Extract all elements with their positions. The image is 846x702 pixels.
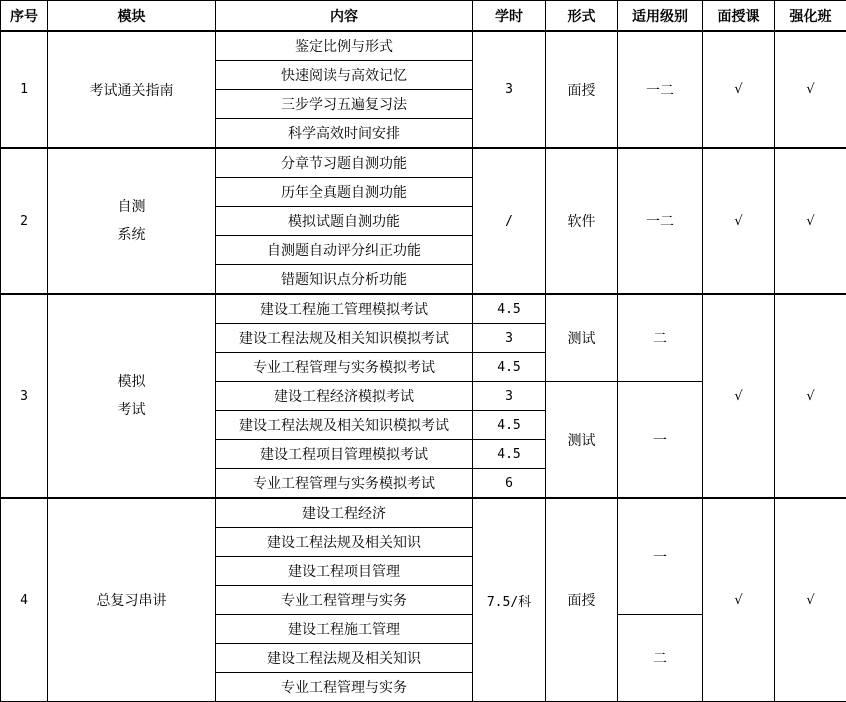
face-class-check: √ <box>703 148 775 294</box>
content-cell: 建设工程法规及相关知识 <box>216 528 473 557</box>
header-no: 序号 <box>1 1 48 32</box>
form-cell: 测试 <box>546 382 618 499</box>
intensive-class-check: √ <box>775 498 846 702</box>
content-cell: 快速阅读与高效记忆 <box>216 61 473 90</box>
level-cell: 二 <box>618 615 703 702</box>
header-hours: 学时 <box>473 1 546 32</box>
face-class-check: √ <box>703 294 775 498</box>
level-cell: 二 <box>618 294 703 382</box>
hours-cell: 4.5 <box>473 440 546 469</box>
header-intensive-class: 强化班 <box>775 1 846 32</box>
level-cell: 一 <box>618 498 703 615</box>
table-row <box>1 31 846 61</box>
intensive-class-check: √ <box>775 294 846 498</box>
content-cell: 错题知识点分析功能 <box>216 265 473 295</box>
level-cell: 一二 <box>618 31 703 148</box>
level-cell: 一 <box>618 382 703 499</box>
content-cell: 鉴定比例与形式 <box>216 31 473 61</box>
module-name: 总复习串讲 <box>48 498 216 702</box>
form-cell: 测试 <box>546 294 618 382</box>
content-cell: 建设工程项目管理模拟考试 <box>216 440 473 469</box>
form-cell: 面授 <box>546 31 618 148</box>
hours-cell: 6 <box>473 469 546 499</box>
hours-cell: 4.5 <box>473 353 546 382</box>
hours-cell: 3 <box>473 324 546 353</box>
level-cell: 一二 <box>618 148 703 294</box>
content-cell: 建设工程法规及相关知识模拟考试 <box>216 324 473 353</box>
row-number: 1 <box>1 31 48 148</box>
content-cell: 建设工程法规及相关知识模拟考试 <box>216 411 473 440</box>
hours-cell: 4.5 <box>473 294 546 324</box>
hours-cell: 3 <box>473 31 546 148</box>
row-number: 3 <box>1 294 48 498</box>
hours-cell: / <box>473 148 546 294</box>
content-cell: 建设工程法规及相关知识 <box>216 644 473 673</box>
content-cell: 模拟试题自测功能 <box>216 207 473 236</box>
hours-cell: 7.5/科 <box>473 498 546 702</box>
module-name-line: 考试 <box>48 396 215 424</box>
hours-cell: 4.5 <box>473 411 546 440</box>
module-name: 考试通关指南 <box>48 31 216 148</box>
content-cell: 专业工程管理与实务 <box>216 586 473 615</box>
content-cell: 建设工程施工管理模拟考试 <box>216 294 473 324</box>
hours-cell: 3 <box>473 382 546 411</box>
header-row <box>1 1 846 32</box>
content-cell: 建设工程项目管理 <box>216 557 473 586</box>
table-row <box>1 498 846 528</box>
table-row <box>1 148 846 178</box>
table-row <box>1 294 846 324</box>
module-name <box>48 148 216 294</box>
content-cell: 科学高效时间安排 <box>216 119 473 149</box>
header-content: 内容 <box>216 1 473 32</box>
row-number: 4 <box>1 498 48 702</box>
content-cell: 专业工程管理与实务模拟考试 <box>216 353 473 382</box>
module-name-line: 系统 <box>48 221 215 249</box>
module-name <box>48 294 216 498</box>
row-number: 2 <box>1 148 48 294</box>
header-form: 形式 <box>546 1 618 32</box>
content-cell: 专业工程管理与实务 <box>216 673 473 702</box>
header-module: 模块 <box>48 1 216 32</box>
content-cell: 自测题自动评分纠正功能 <box>216 236 473 265</box>
header-level: 适用级别 <box>618 1 703 32</box>
form-cell: 面授 <box>546 498 618 702</box>
content-cell: 分章节习题自测功能 <box>216 148 473 178</box>
content-cell: 建设工程经济 <box>216 498 473 528</box>
face-class-check: √ <box>703 31 775 148</box>
intensive-class-check: √ <box>775 31 846 148</box>
content-cell: 三步学习五遍复习法 <box>216 90 473 119</box>
module-name-line: 模拟 <box>48 368 215 396</box>
content-cell: 专业工程管理与实务模拟考试 <box>216 469 473 499</box>
header-face-class: 面授课 <box>703 1 775 32</box>
intensive-class-check: √ <box>775 148 846 294</box>
face-class-check: √ <box>703 498 775 702</box>
module-name-line: 自测 <box>48 193 215 221</box>
content-cell: 建设工程施工管理 <box>216 615 473 644</box>
content-cell: 建设工程经济模拟考试 <box>216 382 473 411</box>
form-cell: 软件 <box>546 148 618 294</box>
content-cell: 历年全真题自测功能 <box>216 178 473 207</box>
